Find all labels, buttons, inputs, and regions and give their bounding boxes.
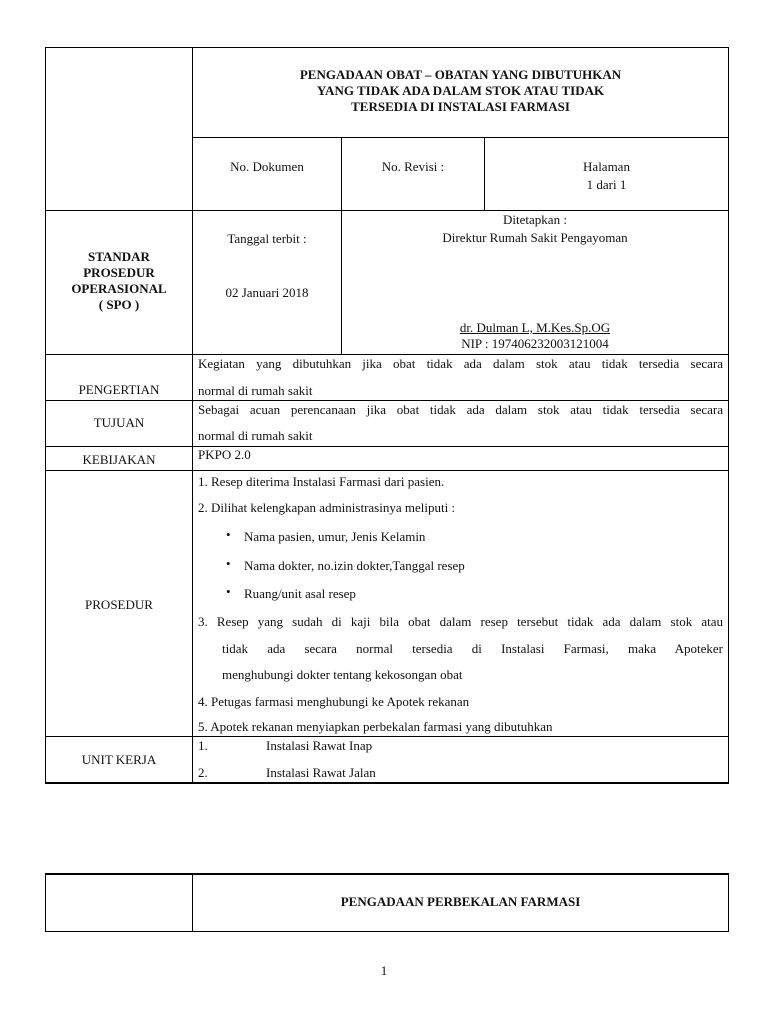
prosedur-step-5: 5. Apotek rekanan menyiapkan perbekalan farmasi yang dibutuhkan bbox=[198, 719, 553, 734]
pengertian-text-line-1: Kegiatan yang dibutuhkan jika obat tidak ada dalam stok atau tidak tersedia secara bbox=[198, 356, 723, 371]
second-table-title: PENGADAAN PERBEKALAN FARMASI bbox=[340, 894, 581, 909]
title-line-1: PENGADAAN OBAT – OBATAN YANG DIBUTUHKAN bbox=[299, 67, 622, 82]
bullet-icon: • bbox=[226, 527, 231, 542]
unit-item-2: Instalasi Rawat Jalan bbox=[266, 765, 376, 780]
table2-border-top bbox=[45, 873, 729, 875]
pengertian-text-line-2: normal di rumah sakit bbox=[198, 383, 313, 398]
row-divider bbox=[45, 354, 729, 355]
prosedur-bullet-3: Ruang/unit asal resep bbox=[244, 586, 356, 601]
no-dokumen-label: No. Dokumen bbox=[230, 159, 304, 174]
table2-border-bottom bbox=[45, 931, 729, 932]
halaman-label: Halaman bbox=[583, 159, 630, 174]
spo-line-2: PROSEDUR bbox=[83, 265, 155, 280]
title-line-3: TERSEDIA DI INSTALASI FARMASI bbox=[351, 99, 570, 114]
ditetapkan-by: Direktur Rumah Sakit Pengayoman bbox=[442, 230, 628, 245]
row-divider bbox=[45, 210, 729, 211]
prosedur-step-3-line-1: 3. Resep yang sudah di kaji bila obat dalam resep tersebut tidak ada dalam stok atau bbox=[198, 614, 723, 629]
row-divider bbox=[192, 137, 728, 138]
unit-kerja-label: UNIT KERJA bbox=[81, 752, 157, 767]
row-divider bbox=[45, 400, 729, 401]
row-divider bbox=[45, 736, 729, 737]
unit-item-1: Instalasi Rawat Inap bbox=[266, 738, 373, 753]
table2-border-left bbox=[45, 873, 46, 932]
tujuan-text-line-2: normal di rumah sakit bbox=[198, 428, 313, 443]
signatory-name: dr. Dulman L, M.Kes.Sp.OG bbox=[459, 320, 611, 335]
unit-item-1-number: 1. bbox=[198, 738, 208, 753]
prosedur-bullet-2: Nama dokter, no.izin dokter,Tanggal resep bbox=[244, 558, 465, 573]
page-number: 1 bbox=[380, 963, 388, 978]
halaman-value: 1 dari 1 bbox=[586, 177, 627, 192]
bullet-icon: • bbox=[226, 556, 231, 571]
title-line-2: YANG TIDAK ADA DALAM STOK ATAU TIDAK bbox=[316, 83, 605, 98]
prosedur-step-2: 2. Dilihat kelengkapan administrasinya meliputi : bbox=[198, 500, 456, 515]
unit-item-2-number: 2. bbox=[198, 765, 208, 780]
tujuan-label: TUJUAN bbox=[93, 415, 145, 430]
no-revisi-label: No. Revisi : bbox=[381, 159, 445, 174]
spo-line-3: OPERASIONAL bbox=[71, 281, 167, 296]
row-divider bbox=[45, 470, 729, 471]
tanggal-terbit-value: 02 Januari 2018 bbox=[225, 285, 309, 300]
table2-border-right bbox=[728, 873, 729, 932]
prosedur-step-1: 1. Resep diterima Instalasi Farmasi dari pasien. bbox=[198, 474, 445, 489]
tanggal-terbit-label: Tanggal terbit : bbox=[227, 231, 307, 246]
spo-label bbox=[46, 249, 192, 313]
prosedur-step-3-line-2: tidak ada secara normal tersedia di Instalasi Farmasi, maka Apoteker bbox=[222, 641, 723, 656]
spo-line-4: ( SPO ) bbox=[98, 297, 140, 312]
pengertian-label: PENGERTIAN bbox=[78, 382, 160, 397]
signatory-nip: NIP : 197406232003121004 bbox=[461, 336, 609, 351]
kebijakan-label: KEBIJAKAN bbox=[82, 452, 156, 467]
column-divider-left bbox=[192, 47, 193, 784]
table-border-right bbox=[728, 47, 729, 784]
prosedur-bullet-1: Nama pasien, umur, Jenis Kelamin bbox=[244, 529, 426, 544]
document-title bbox=[193, 67, 728, 115]
table-border-top bbox=[45, 47, 729, 48]
prosedur-label: PROSEDUR bbox=[85, 597, 153, 612]
kebijakan-value: PKPO 2.0 bbox=[198, 447, 251, 462]
prosedur-step-3-line-3: menghubungi dokter tentang kekosongan obat bbox=[222, 667, 463, 682]
spo-line-1: STANDAR bbox=[88, 249, 150, 264]
ditetapkan-label: Ditetapkan : bbox=[503, 212, 567, 227]
tujuan-text-line-1: Sebagai acuan perencanaan jika obat tidak ada dalam stok atau tidak tersedia secara bbox=[198, 402, 723, 417]
bullet-icon: • bbox=[226, 584, 231, 599]
prosedur-step-4: 4. Petugas farmasi menghubungi ke Apotek rekanan bbox=[198, 694, 470, 709]
table-border-bottom bbox=[45, 782, 729, 784]
